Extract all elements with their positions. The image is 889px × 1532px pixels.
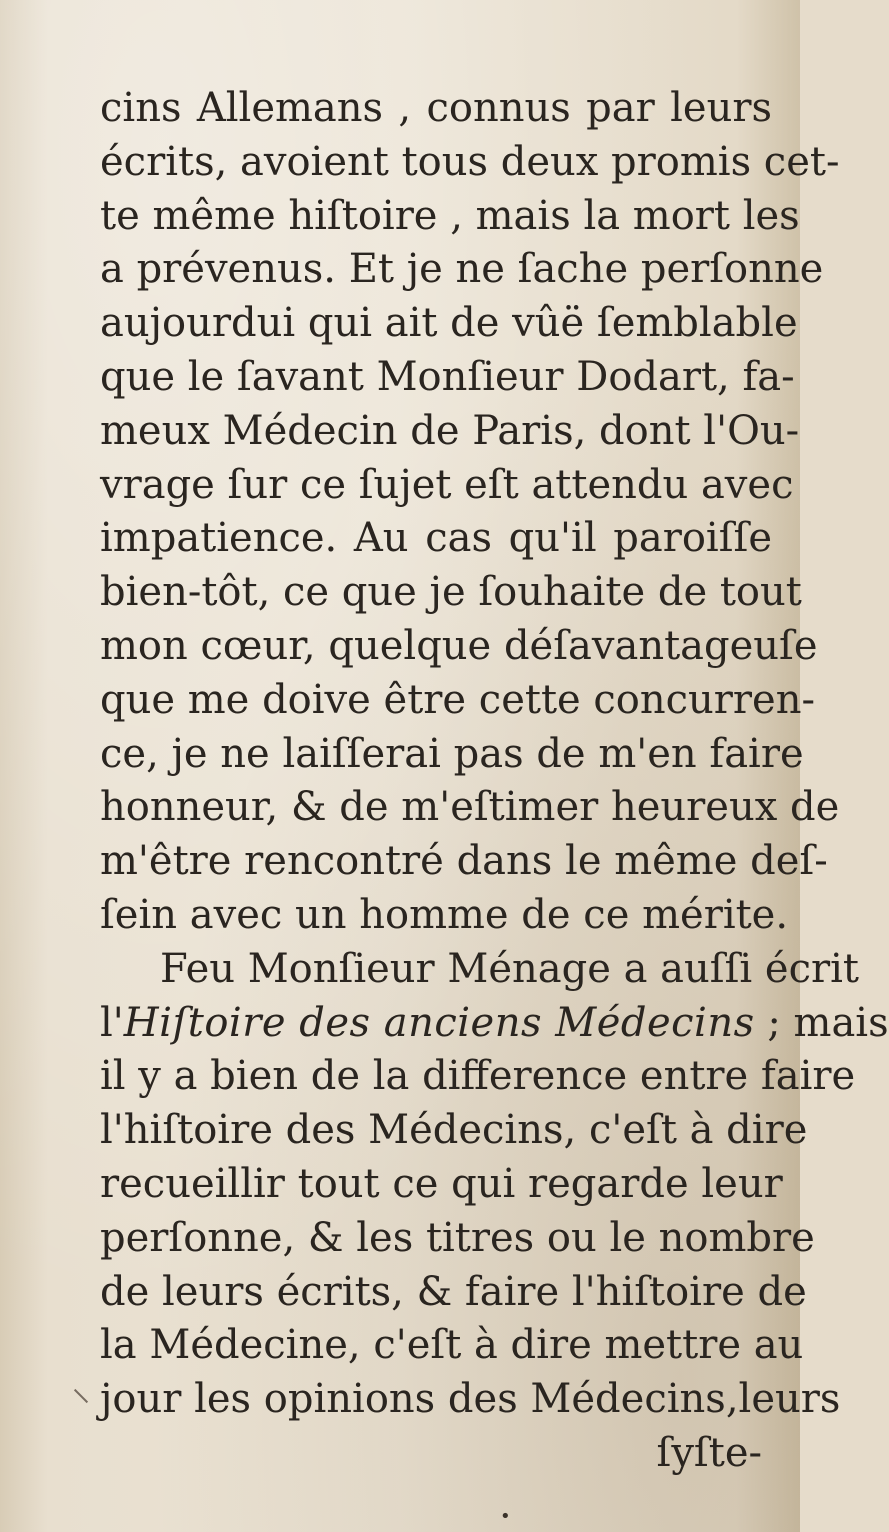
text-line: impatience. Au cas qu'il paroiſſe bbox=[100, 515, 772, 562]
text-line: a prévenus. Et je ne ſache perſonne bbox=[100, 246, 824, 293]
text-line: de leurs écrits, & faire l'hiſtoire de bbox=[100, 1268, 807, 1315]
text-line: cins Allemans , connus par leurs bbox=[100, 85, 772, 131]
paragraph-end-line: ſein avec un homme de ce mérite. bbox=[100, 891, 789, 938]
text-line: que le ſavant Monſieur Dodart, fa- bbox=[100, 353, 795, 400]
text-line: ce, je ne laiſſerai pas de m'en faire bbox=[100, 730, 804, 777]
text-line: m'être rencontré dans le même deſ- bbox=[100, 838, 828, 885]
paragraph-start-line: Feu Monſieur Ménage a auſſi écrit bbox=[160, 945, 859, 992]
italic-suffix: ; mais bbox=[754, 999, 889, 1046]
text-line: te même hiſtoire , mais la mort les bbox=[100, 192, 800, 239]
text-line: perſonne, & les titres ou le nombre bbox=[100, 1214, 815, 1261]
text-line: mon cœur, quelque déſavantageuſe bbox=[100, 622, 818, 669]
text-line: jour les opinions des Médecins,leurs bbox=[100, 1376, 841, 1423]
italic-title-line bbox=[100, 997, 889, 1051]
text-line: la Médecine, c'eſt à dire mettre au bbox=[100, 1322, 804, 1369]
ink-mark bbox=[74, 1389, 88, 1403]
text-line: meux Médecin de Paris, dont l'Ou- bbox=[100, 407, 800, 454]
text-line: l'hiſtoire des Médecins, c'eſt à dire bbox=[100, 1107, 808, 1154]
text-line: il y a bien de la difference entre faire bbox=[100, 1053, 856, 1100]
footer-mark: • bbox=[500, 1506, 511, 1527]
catchword: ſyſte- bbox=[656, 1429, 762, 1476]
book-title: Hiſtoire des anciens Médecins bbox=[123, 999, 755, 1046]
text-line: vrage ſur ce ſujet eſt attendu avec bbox=[100, 461, 794, 508]
text-line: recueillir tout ce qui regarde leur bbox=[100, 1160, 783, 1207]
text-line: écrits, avoient tous deux promis cet- bbox=[100, 138, 840, 185]
italic-prefix: l' bbox=[100, 999, 124, 1046]
text-line: honneur, & de m'eſtimer heureux de bbox=[100, 784, 840, 831]
text-line: aujourdui qui ait de vûë ſemblable bbox=[100, 300, 798, 347]
text-line: que me doive être cette concurren- bbox=[100, 676, 815, 723]
text-line: bien-tôt, ce que je ſouhaite de tout bbox=[100, 569, 802, 616]
body-text bbox=[100, 82, 889, 1481]
